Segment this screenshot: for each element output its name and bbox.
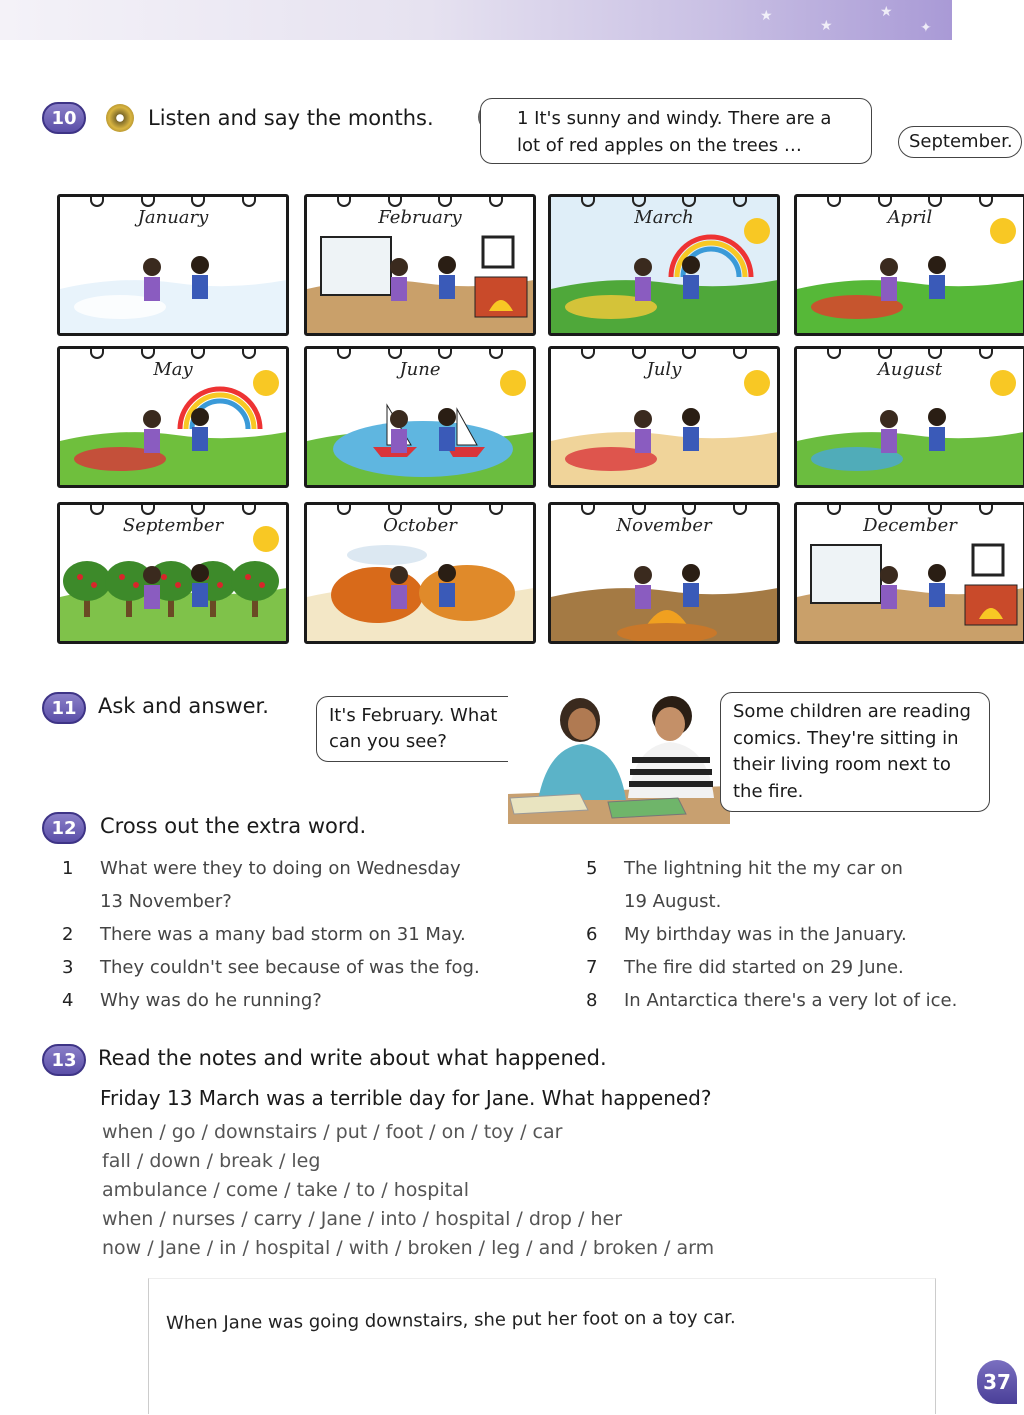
month-panel-february[interactable] xyxy=(304,194,536,336)
star-icon: ★ xyxy=(880,4,893,20)
note-line: when / go / downstairs / put / foot / on / toy / car xyxy=(102,1121,563,1143)
spiral-rings xyxy=(337,502,503,517)
exercise-number-10: 10 xyxy=(42,102,86,134)
exercise-item[interactable] xyxy=(586,951,1016,984)
note-line: when / nurses / carry / Jane / into / hospital / drop / her xyxy=(102,1208,623,1230)
item-number: 1 xyxy=(62,858,74,879)
exercise-number-12: 12 xyxy=(42,812,86,844)
note-line: ambulance / come / take / to / hospital xyxy=(102,1179,470,1201)
month-label: July xyxy=(646,359,682,380)
item-text: The lightning hit the my car on xyxy=(624,858,903,879)
spiral-rings xyxy=(581,346,747,361)
cd-audio-icon[interactable] xyxy=(106,104,134,132)
exercise-item[interactable] xyxy=(62,984,532,1017)
star-icon: ★ xyxy=(760,8,773,24)
spiral-rings xyxy=(581,502,747,517)
month-panel-january[interactable] xyxy=(57,194,289,336)
exercise-13-prompt: Friday 13 March was a terrible day for Jane. What happened? xyxy=(100,1086,712,1110)
item-number: 6 xyxy=(586,924,598,945)
exercise-number-11: 11 xyxy=(42,692,86,724)
audio-text: 1 It's sunny and windy. There are a lot of red apples on the trees … xyxy=(517,108,832,156)
question-bubble xyxy=(316,696,528,762)
spiral-rings xyxy=(827,346,993,361)
item-text: My birthday was in the January. xyxy=(624,924,907,945)
exercise-item[interactable] xyxy=(586,918,1016,951)
spiral-rings xyxy=(90,194,256,209)
spiral-rings xyxy=(90,346,256,361)
month-panel-december[interactable] xyxy=(794,502,1024,644)
note-line: fall / down / break / leg xyxy=(102,1150,321,1172)
month-panel-september[interactable] xyxy=(57,502,289,644)
exercise-item[interactable] xyxy=(62,951,532,984)
example-answer: When Jane was going downstairs, she put her foot on a toy car. xyxy=(165,1307,736,1334)
note-line: now / Jane / in / hospital / with / broken / leg / and / broken / arm xyxy=(102,1237,715,1259)
item-text: There was a many bad storm on 31 May. xyxy=(100,924,466,945)
exercise-item[interactable] xyxy=(586,852,1016,918)
spiral-rings xyxy=(90,502,256,517)
question-text: It's February. What can you see? xyxy=(329,705,498,752)
month-label: December xyxy=(863,515,957,536)
answer-bubble xyxy=(898,126,1022,158)
month-label: September xyxy=(122,515,224,536)
writing-area[interactable] xyxy=(148,1278,936,1414)
exercise-item[interactable] xyxy=(62,852,532,918)
exercise-12-list-right xyxy=(586,852,1016,1017)
month-label: November xyxy=(616,515,712,536)
notes-list xyxy=(102,1118,714,1263)
month-panel-july[interactable] xyxy=(548,346,780,488)
reply-bubble xyxy=(720,692,990,812)
exercise-13-instruction: Read the notes and write about what happened. xyxy=(98,1046,607,1070)
month-label: October xyxy=(383,515,457,536)
item-number: 4 xyxy=(62,990,74,1011)
item-number: 7 xyxy=(586,957,598,978)
item-text: What were they to doing on Wednesday xyxy=(100,858,461,879)
month-panel-april[interactable] xyxy=(794,194,1024,336)
item-text: In Antarctica there's a very lot of ice. xyxy=(624,990,958,1011)
spiral-rings xyxy=(337,346,503,361)
reply-text: Some children are reading comics. They're sitting in their living room next to the fire. xyxy=(733,701,971,802)
month-label: February xyxy=(378,207,462,228)
answer-text: September. xyxy=(909,131,1013,152)
month-panel-october[interactable] xyxy=(304,502,536,644)
exercise-item[interactable] xyxy=(586,984,1016,1017)
exercise-number-13: 13 xyxy=(42,1044,86,1076)
month-panel-june[interactable] xyxy=(304,346,536,488)
month-panel-august[interactable] xyxy=(794,346,1024,488)
spiral-rings xyxy=(581,194,747,209)
page-number: 37 xyxy=(977,1360,1017,1404)
month-label: January xyxy=(137,207,209,228)
children-photo xyxy=(508,690,730,824)
month-label: March xyxy=(634,207,694,228)
exercise-12-list-left xyxy=(62,852,532,1017)
spiral-rings xyxy=(337,194,503,209)
top-banner xyxy=(0,0,952,40)
month-label: May xyxy=(153,359,193,380)
item-number: 8 xyxy=(586,990,598,1011)
month-label: June xyxy=(399,359,441,380)
month-panel-november[interactable] xyxy=(548,502,780,644)
item-text: Why was do he running? xyxy=(100,990,322,1011)
audio-text-bubble xyxy=(480,98,872,164)
star-icon: ★ xyxy=(820,18,833,34)
item-number: 2 xyxy=(62,924,74,945)
spiral-rings xyxy=(827,502,993,517)
spiral-rings xyxy=(827,194,993,209)
item-text: The fire did started on 29 June. xyxy=(624,957,904,978)
month-panel-may[interactable] xyxy=(57,346,289,488)
month-label: April xyxy=(887,207,933,228)
exercise-10-instruction: Listen and say the months. xyxy=(148,106,434,130)
month-panel-march[interactable] xyxy=(548,194,780,336)
month-label: August xyxy=(877,359,943,380)
item-number: 5 xyxy=(586,858,598,879)
exercise-11-instruction: Ask and answer. xyxy=(98,694,269,718)
exercise-12-instruction: Cross out the extra word. xyxy=(100,814,367,838)
item-text-continued: 13 November? xyxy=(100,891,232,912)
item-text: They couldn't see because of was the fog. xyxy=(100,957,480,978)
star-icon: ✦ xyxy=(920,20,932,36)
item-number: 3 xyxy=(62,957,74,978)
item-text-continued: 19 August. xyxy=(624,891,722,912)
exercise-item[interactable] xyxy=(62,918,532,951)
